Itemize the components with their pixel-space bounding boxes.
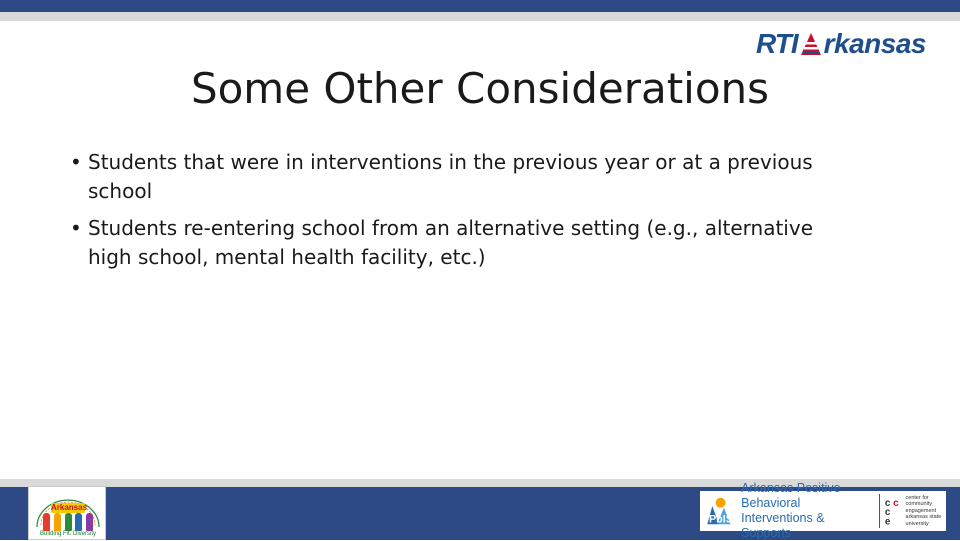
bullet-text: Students that were in interventions in the previous year or at a previous school — [88, 150, 813, 203]
slide-title: Some Other Considerations — [190, 64, 770, 113]
arkansas-building-logo — [28, 486, 106, 540]
logo-rti-text: RTI — [756, 28, 798, 59]
svg-text:c: c — [885, 498, 891, 510]
bullet-marker: • — [70, 216, 82, 240]
rti-arkansas-logo — [756, 28, 926, 60]
logo-badge: Arkansas — [51, 503, 88, 512]
svg-text:PbIS: PbIS — [708, 513, 733, 526]
bullet-text: Students re-entering school from an alternative setting (e.g., alternative high school, mental health facility, etc.) — [88, 216, 813, 269]
top-accent-bar — [0, 0, 960, 12]
svg-text:e: e — [885, 516, 891, 528]
bullet-list — [66, 148, 826, 280]
svg-text:c: c — [885, 507, 891, 519]
pbis-line-2: Interventions & Supports — [741, 511, 825, 540]
logo-divider — [879, 494, 880, 528]
logo-people-icon — [43, 513, 93, 531]
cce-icon — [884, 494, 902, 528]
bullet-item — [66, 148, 826, 206]
top-divider-bar — [0, 12, 960, 21]
pbis-icon — [704, 493, 737, 529]
bullet-item — [66, 214, 826, 272]
pbis-text — [741, 481, 875, 541]
cce-text: center for community engagement arkansas state university — [905, 494, 942, 527]
arkansas-flag-icon — [800, 32, 822, 56]
logo-arkansas-text: rkansas — [823, 28, 926, 59]
bullet-marker: • — [70, 150, 82, 174]
pbis-cce-logo — [700, 481, 946, 540]
svg-text:c: c — [893, 498, 899, 510]
logo-caption: Building Fit. Diversity — [39, 531, 96, 537]
pbis-line-1: Arkansas Positive Behavioral — [741, 481, 841, 510]
